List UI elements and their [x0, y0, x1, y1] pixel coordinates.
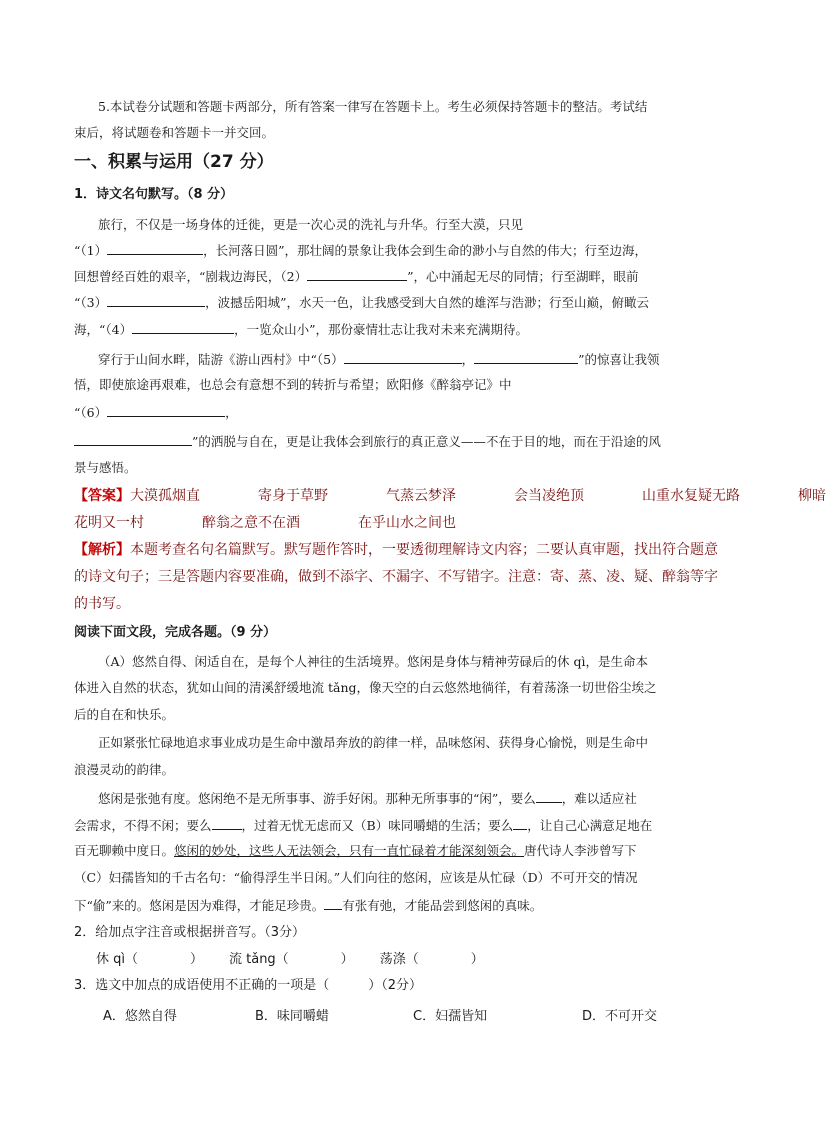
- answer-item: 花明又一村: [74, 515, 144, 531]
- answer-item: 山重水复疑无路: [642, 488, 740, 504]
- reading-c3-a: 百无聊赖中度日。: [74, 843, 175, 858]
- blank-2: [307, 268, 407, 281]
- answer-line-1: [74, 486, 826, 506]
- blank-r4: [324, 897, 342, 910]
- reading-c5: [74, 897, 724, 914]
- reading-c2: [74, 817, 724, 834]
- reading-c1-a: 悠闲是张弛有度。悠闲绝不是无所事事、游手好闲。那种无所事事的“闲”，要么: [98, 791, 536, 806]
- reading-c4: （C）妇孺皆知的千古名句：“偷得浮生半日闲。”人们向往的悠闲，应该是从忙碌（D）不可开交的情况: [74, 870, 638, 885]
- q1-line-4-b: ，波撼岳阳城”，水天一色，让我感受到大自然的雄浑与浩渺；行至山巅，俯瞰云: [205, 295, 649, 310]
- analysis-tag: 【解析】: [74, 542, 130, 558]
- q1-line-10: 景与感悟。: [74, 460, 137, 475]
- reading-c1-b: ，难以适应社: [561, 791, 637, 806]
- q1-line-4-a: “（3）: [74, 295, 108, 310]
- q1-line-9: [74, 433, 724, 450]
- q1-heading: 1．诗文名句默写。（8 分）: [74, 187, 234, 202]
- q3-option-a[interactable]: A．悠然自得: [103, 1009, 177, 1024]
- reading-c5-b: 有张有弛，才能品尝到悠闲的真味。: [342, 898, 543, 913]
- reading-c2-a: 会需求，不得不闲；要么: [74, 818, 212, 833]
- answer-item: 大漠孤烟直: [130, 488, 200, 504]
- answer-item: 寄身于草野: [258, 488, 328, 504]
- q2-item-3: 荡涤（ ）: [379, 952, 484, 967]
- q1-line-7: 悟，即使旅途再艰难，也总会有意想不到的转折与希望；欧阳修《醉翁亭记》中: [74, 377, 512, 392]
- reading-b1: 正如紧张忙碌地追求事业成功是生命中激昂奔放的韵律一样，品味悠闲、获得身心愉悦，则是生命中: [98, 735, 649, 750]
- q1-line-1: 旅行，不仅是一场身体的迁徙，更是一次心灵的洗礼与升华。行至大漠，只见: [98, 217, 524, 232]
- q3-prompt: 3．选文中加点的成语使用不正确的一项是（ ）（2分）: [74, 978, 423, 993]
- q1-line-6-c: ”的惊喜让我领: [578, 352, 660, 367]
- reading-c2-b: ，过着无忧无虑而又（B）味同嚼蜡的生活；要么: [241, 818, 514, 833]
- blank-6a: [107, 404, 225, 417]
- blank-1: [107, 242, 203, 255]
- q2-item-2: 流 tǎng（ ）: [229, 952, 354, 967]
- q1-line-6: [98, 351, 748, 368]
- q1-line-4: [74, 294, 724, 311]
- section-title: 一、积累与运用（27 分）: [74, 152, 274, 172]
- underlined-sentence: 悠闲的妙处，这些人无法领会，只有一直忙碌着才能深刻领会。: [174, 843, 525, 858]
- reading-a2: 体进入自然的状态，犹如山间的清溪舒缓地流 tǎng，像天空的白云悠然地徜徉，有着荡涤一切世俗尘埃之: [74, 680, 657, 695]
- blank-r3: [513, 817, 527, 830]
- blank-r2: [212, 817, 242, 830]
- blank-r1: [536, 790, 562, 803]
- q1-line-6-b: ，: [461, 352, 475, 367]
- reading-b2: 浪漫灵动的韵律。: [74, 762, 175, 777]
- answer-line-2: [74, 513, 724, 533]
- q1-line-3-b: ”，心中涌起无尽的同情；行至湖畔，眼前: [407, 269, 639, 284]
- reading-a1: （A）悠然自得、闲适自在，是每个人神往的生活境界。悠闲是身体与精神劳碌后的休 qì，是生命本: [98, 654, 649, 669]
- answer-item: 会当凌绝顶: [514, 488, 584, 504]
- reading-c1: [98, 790, 748, 807]
- reading-a3: 后的自在和快乐。: [74, 707, 175, 722]
- notice-line-1: 5.本试卷分试题和答题卡两部分，所有答案一律写在答题卡上。考生必须保持答题卡的整洁。考试结: [98, 99, 648, 114]
- reading-c2-c: ，让自己心满意足地在: [527, 818, 653, 833]
- q1-line-3: [74, 268, 724, 285]
- answer-item: 柳暗: [798, 488, 826, 504]
- q1-line-8-b: ，: [225, 405, 238, 420]
- q1-line-3-a: 回想曾经百姓的艰辛，“剧栽边海民，（2）: [74, 269, 308, 284]
- q2-items: [96, 952, 746, 968]
- blank-4: [132, 321, 234, 334]
- blank-3: [107, 294, 205, 307]
- reading-c3-c: 唐代诗人李涉曾写下: [524, 843, 637, 858]
- q1-line-2-b: ，长河落日圆”，那壮阔的景象让我体会到生命的渺小与自然的伟大；行至边海，: [203, 243, 647, 258]
- q1-line-8: [74, 404, 724, 421]
- answer-item: 醉翁之意不在酒: [202, 515, 300, 531]
- q1-line-5: [74, 321, 724, 338]
- analysis-text-1: 本题考查名句名篇默写。默写题作答时，一要透彻理解诗文内容；二要认真审题，找出符合题意: [130, 542, 718, 558]
- blank-6b: [74, 433, 192, 446]
- reading-heading: 阅读下面文段，完成各题。（9 分）: [74, 625, 277, 640]
- q2-prompt: 2．给加点字注音或根据拼音写。（3分）: [74, 925, 306, 940]
- q1-line-9-text: ”的洒脱与自在，更是让我体会到旅行的真正意义——不在于目的地，而在于沿途的风: [192, 434, 661, 449]
- reading-c3: [74, 843, 724, 859]
- q1-line-5-b: ，一览众山小”，那份豪情壮志让我对未来充满期待。: [234, 322, 528, 337]
- analysis-line-1: [74, 540, 724, 560]
- analysis-line-3: 的书写。: [74, 596, 130, 612]
- q3-option-c[interactable]: C．妇孺皆知: [413, 1009, 488, 1024]
- q1-line-2-a: “（1）: [74, 243, 108, 258]
- analysis-line-2: 的诗文句子；三是答题内容要准确，做到不添字、不漏字、不写错字。注意：寄、蒸、凌、疑、醉翁等字: [74, 569, 718, 585]
- q1-line-6-a: 穿行于山间水畔，陆游《游山西村》中“（5）: [98, 352, 344, 367]
- notice-line-2: 束后，将试题卷和答题卡一并交回。: [74, 125, 275, 140]
- reading-c5-a: 下“偷”来的。悠闲是因为难得，才能足珍贵。: [74, 898, 325, 913]
- q1-line-2: [74, 242, 724, 259]
- answer-item: 在乎山水之间也: [358, 515, 456, 531]
- q3-option-d[interactable]: D．不可开交: [582, 1009, 658, 1024]
- answer-item: 气蒸云梦泽: [386, 488, 456, 504]
- blank-5a: [344, 351, 462, 364]
- q2-item-1: 休 qì（ ）: [96, 952, 203, 967]
- q1-line-5-a: 海，“（4）: [74, 322, 133, 337]
- q3-option-b[interactable]: B．味同嚼蜡: [255, 1009, 329, 1024]
- blank-5b: [474, 351, 578, 364]
- answer-tag: 【答案】: [74, 488, 130, 504]
- q1-line-8-a: “（6）: [74, 405, 108, 420]
